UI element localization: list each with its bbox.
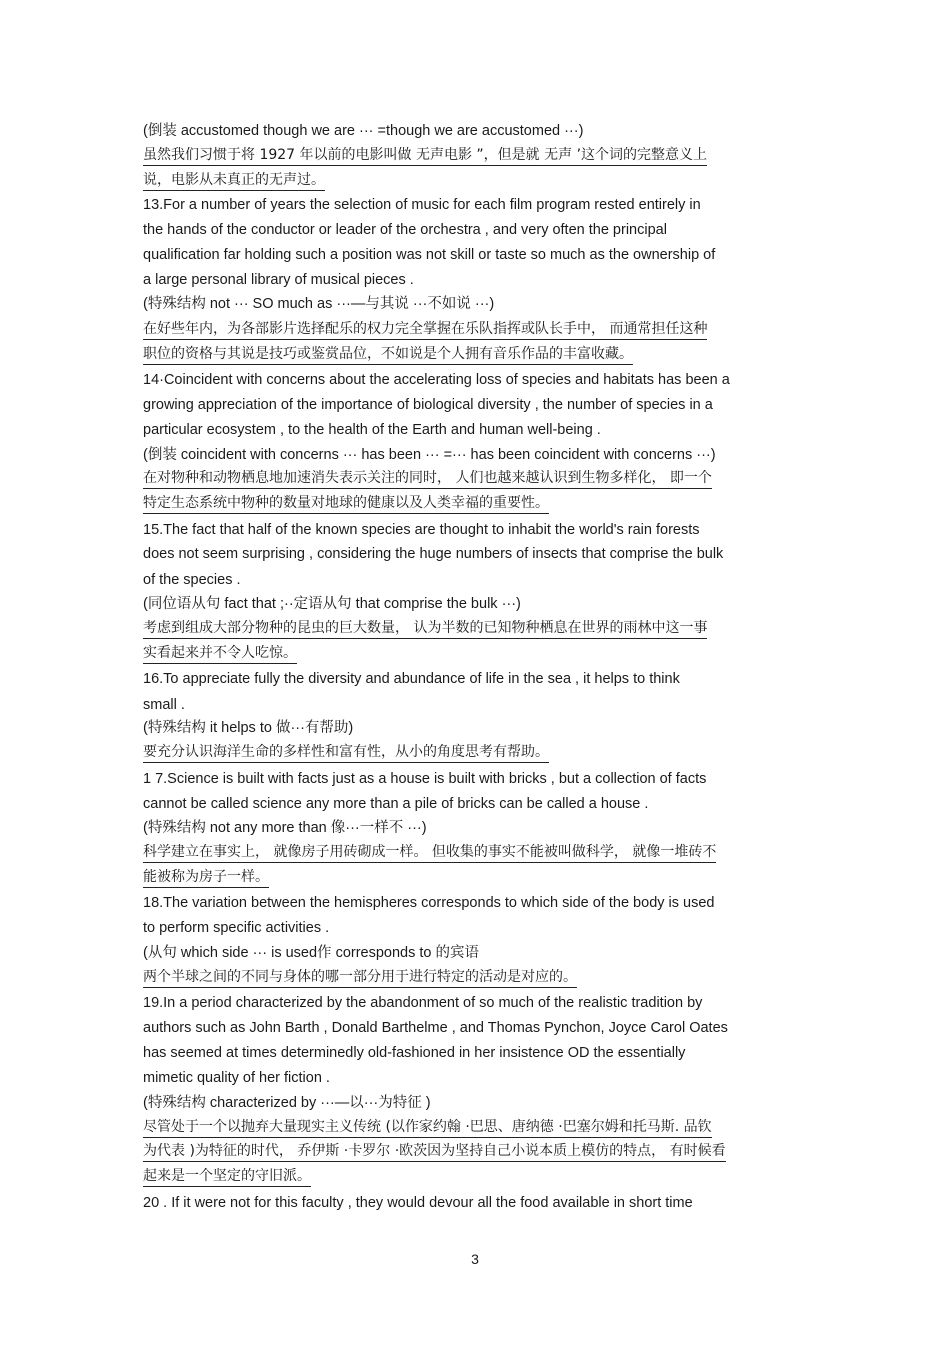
translation-line: 能被称为房子一样。 (143, 868, 269, 888)
translation-line: 为代表 )为特征的时代， 乔伊斯 ·卡罗尔 ·欧茨因为坚持自己小说本质上模仿的特点， 有时候看 (143, 1142, 726, 1162)
text-line: small . (143, 697, 185, 713)
structure-note: (特殊结构 not ··· SO much as ···—与其说 ···不如说 ···) (143, 296, 495, 312)
sentence-16: 16.To appreciate fully the diversity and abundance of life in the sea , it helps to think (143, 671, 680, 687)
text-line: particular ecosystem , to the health of the Earth and human well-being . (143, 422, 601, 438)
sentence-19: 19.In a period characterized by the abandonment of so much of the realistic tradition by (143, 995, 703, 1011)
text-line: authors such as John Barth , Donald Barthelme , and Thomas Pynchon, Joyce Carol Oates (143, 1020, 728, 1036)
text-line: qualification far holding such a position was not skill or taste so much as the ownership of (143, 247, 716, 263)
translation-line: 在好些年内，为各部影片选择配乐的权力完全掌握在乐队指挥或队长手中， 而通常担任这种 (143, 320, 707, 340)
text-line: cannot be called science any more than a pile of bricks can be called a house . (143, 796, 649, 812)
sentence-14: 14·Coincident with concerns about the accelerating loss of species and habitats has been a (143, 372, 730, 388)
structure-note: (特殊结构 it helps to 做···有帮助) (143, 720, 354, 736)
text-line: has seemed at times determinedly old-fashioned in her insistence OD the essentially (143, 1045, 686, 1061)
text-line: to perform specific activities . (143, 920, 330, 936)
text-line: growing appreciation of the importance of biological diversity , the number of species in a (143, 397, 713, 413)
translation-line: 实看起来并不令人吃惊。 (143, 644, 297, 664)
sentence-17: 1 7.Science is built with facts just as a house is built with bricks , but a collection of facts (143, 771, 707, 787)
structure-note: (特殊结构 not any more than 像···一样不 ···) (143, 820, 427, 836)
text-line: mimetic quality of her fiction . (143, 1070, 330, 1086)
page-number: 3 (471, 1251, 479, 1267)
text-line: a large personal library of musical pieces . (143, 272, 414, 288)
structure-note: (倒装 coincident with concerns ··· has been ··· =··· has been coincident with concerns ···) (143, 447, 716, 463)
sentence-13: 13.For a number of years the selection of music for each film program rested entirely in (143, 197, 701, 213)
text-line: the hands of the conductor or leader of the orchestra , and very often the principal (143, 222, 667, 238)
translation-line: 起来是一个坚定的守旧派。 (143, 1167, 311, 1187)
sentence-18: 18.The variation between the hemispheres corresponds to which side of the body is used (143, 895, 715, 911)
text-line: does not seem surprising , considering the huge numbers of insects that comprise the bulk (143, 546, 724, 562)
translation-line: 考虑到组成大部分物种的昆虫的巨大数量， 认为半数的已知物种栖息在世界的雨林中这一事 (143, 619, 707, 639)
structure-note: (从句 which side ··· is used作 corresponds to 的宾语 (143, 945, 480, 961)
sentence-15: 15.The fact that half of the known species are thought to inhabit the world's rain forests (143, 522, 700, 538)
translation-line: 虽然我们习惯于将 1927 年以前的电影叫做 无声电影 ”，但是就 无声 ’这个词的完整意义上 (143, 146, 707, 166)
text-line: (倒装 accustomed though we are ··· =though we are accustomed ···) (143, 123, 584, 139)
translation-line: 职位的资格与其说是技巧或鉴赏品位，不如说是个人拥有音乐作品的丰富收藏。 (143, 345, 633, 365)
translation-line: 在对物种和动物栖息地加速消失表示关注的同时， 人们也越来越认识到生物多样化， 即一个 (143, 469, 712, 489)
translation-line: 特定生态系统中物种的数量对地球的健康以及人类幸福的重要性。 (143, 494, 549, 514)
sentence-20: 20 . If it were not for this faculty , they would devour all the food available in short time (143, 1195, 693, 1211)
translation-line: 说，电影从未真正的无声过。 (143, 171, 325, 191)
translation-line: 要充分认识海洋生命的多样性和富有性，从小的角度思考有帮助。 (143, 743, 549, 763)
structure-note: (特殊结构 characterized by ···—以···为特征 ) (143, 1095, 431, 1111)
text-line: of the species . (143, 572, 241, 588)
translation-line: 两个半球之间的不同与身体的哪一部分用于进行特定的活动是对应的。 (143, 968, 577, 988)
structure-note: (同位语从句 fact that ;··定语从句 that comprise the bulk ···) (143, 596, 521, 612)
translation-line: 科学建立在事实上， 就像房子用砖砌成一样。 但收集的事实不能被叫做科学， 就像一堆砖不 (143, 843, 716, 863)
translation-line: 尽管处于一个以抛弃大量现实主义传统 (以作家约翰 ·巴思、唐纳德 ·巴塞尔姆和托马斯. 品钦 (143, 1118, 712, 1138)
